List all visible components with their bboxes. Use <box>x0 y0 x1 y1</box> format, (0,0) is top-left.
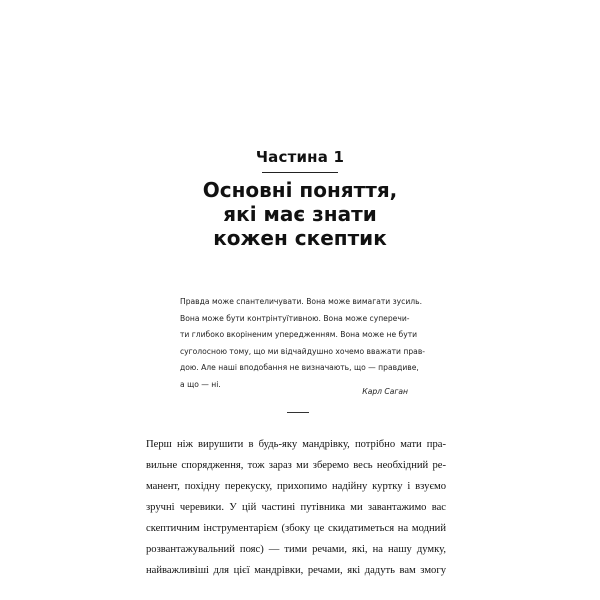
epigraph-line: ти глибоко вкоріненим упередженням. Вона може не бути <box>180 330 418 339</box>
epigraph-author: Карл Саган <box>362 387 408 396</box>
part-underline <box>262 172 338 173</box>
body-line: найважливіші для цієї мандрівки, речами, які дадуть вам змогу <box>146 565 446 576</box>
body-line: розвантажувальний пояс) — тими речами, які, на нашу думку, <box>146 544 446 555</box>
body-line: вильне спорядження, тож зараз ми зберемо весь необхідний ре- <box>146 460 446 471</box>
section-divider <box>287 412 309 413</box>
chapter-title <box>0 178 600 250</box>
chapter-title-line: кожен скептик <box>213 226 387 250</box>
epigraph-line: Вона може бути контрінтуїтивною. Вона може суперечи- <box>180 313 410 323</box>
body-line: скептичним інструментарієм (збоку це скидатиметься на модний <box>146 523 446 534</box>
epigraph-line: дою. Але наші вподобання не визначають, що — правдиве, <box>180 363 419 372</box>
chapter-title-line: які має знати <box>223 202 377 226</box>
body-line: Перш ніж вирушити в будь-яку мандрівку, потрібно мати пра- <box>146 439 446 450</box>
epigraph-line: а що — ні. <box>180 379 221 389</box>
body-line: манент, похідну перекуску, прихопимо надійну куртку і взуємо <box>146 481 446 492</box>
body-text <box>146 434 446 581</box>
epigraph-line: суголосною тому, що ми відчайдушно хочемо вважати прав- <box>180 346 426 356</box>
part-label: Частина 1 <box>255 148 345 166</box>
chapter-title-line: Основні поняття, <box>202 178 398 202</box>
body-line: зручні черевики. У цій частині путівника ми завантажимо вас <box>146 502 446 513</box>
epigraph-line: Правда може спантеличувати. Вона може вимагати зусиль. <box>180 297 422 306</box>
epigraph <box>180 294 426 393</box>
